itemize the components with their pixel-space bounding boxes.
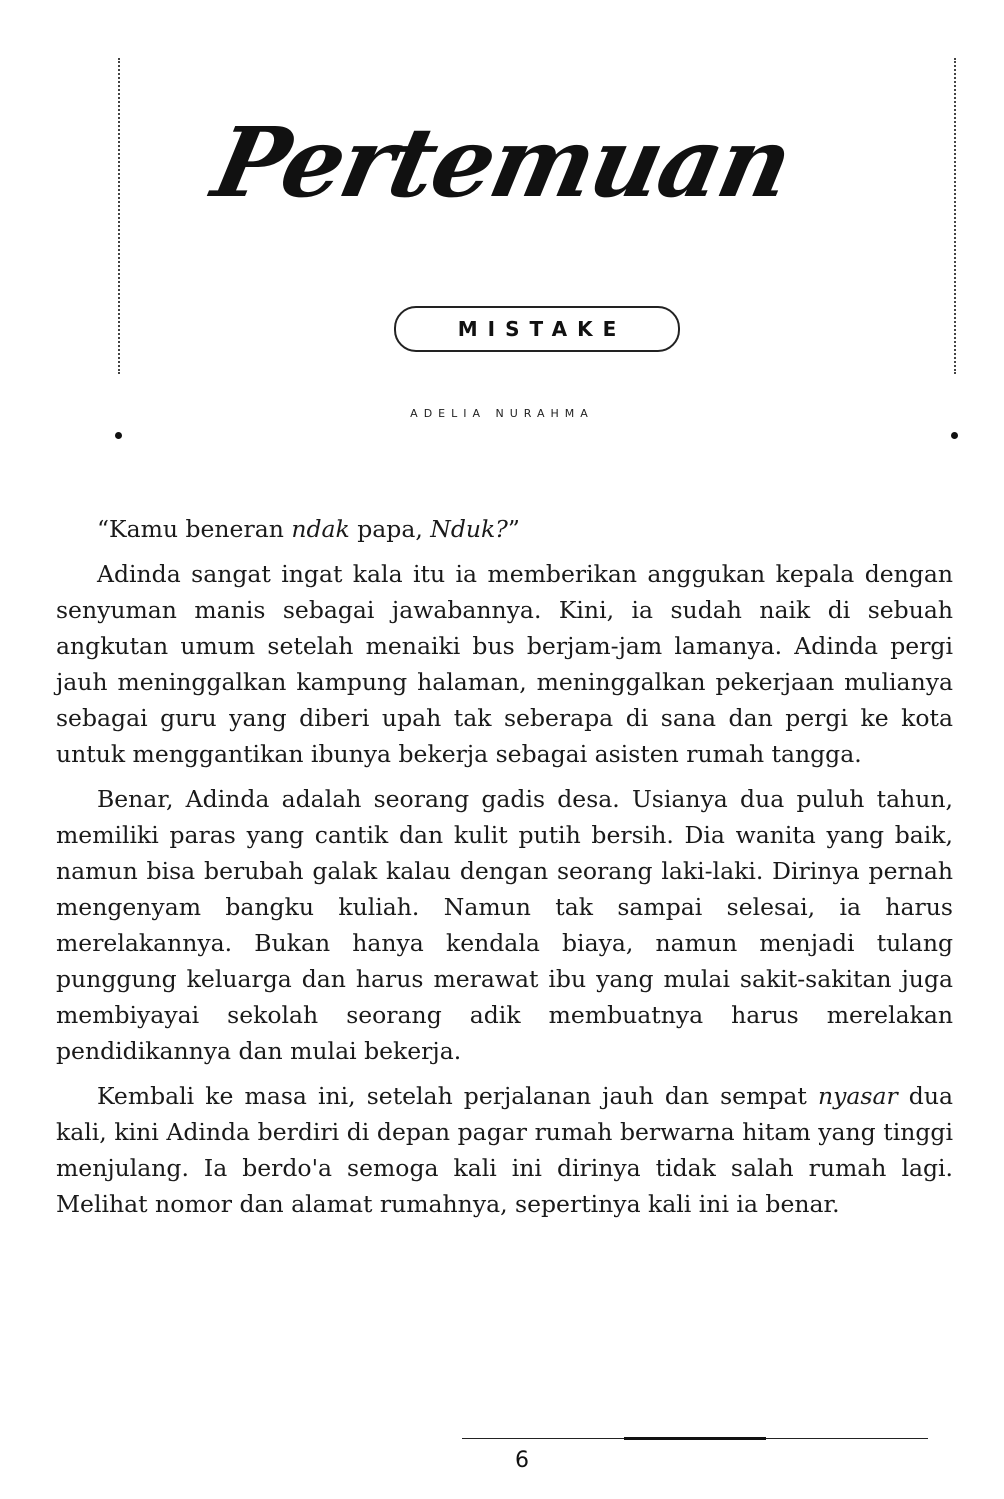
paragraph-4 [56,1078,953,1222]
chapter-title: Pertemuan [204,106,801,219]
page-number: 6 [515,1448,529,1473]
text-run: ” [507,515,520,543]
text-run: Kembali ke masa ini, setelah perjalanan jauh dan sempat [97,1082,818,1110]
chapter-body [56,511,953,1222]
paragraph-2: Adinda sangat ingat kala itu ia memberikan anggukan kepala dengan senyuman manis sebagai jawabannya. Kini, ia sudah naik di sebuah angkutan umum setelah menaiki bus berjam-jam lamanya. Adinda pergi jauh meninggalkan kampung halaman, meninggalkan pekerjaan mulianya sebagai guru yang diberi upah tak seberapa di sana dan pergi ke kota untuk menggantikan ibunya bekerja sebagai asisten rumah tangga. [56,560,953,768]
right-bullet-ornament [951,432,958,439]
book-title: MISTAKE [457,317,627,341]
book-title-badge [394,306,680,352]
text-run: papa, [349,515,431,543]
text-run: dua kali, kini Adinda berdiri di depan pagar rumah berwarna hitam yang tinggi menjulang. Ia berdo'a semoga kali ini dirinya tidak salah rumah lagi. Melihat nomor dan alamat rumahnya, sepertinya kali ini ia benar. [56,1082,953,1218]
paragraph-3: Benar, Adinda adalah seorang gadis desa. Usianya dua puluh tahun, memiliki paras yang cantik dan kulit putih bersih. Dia wanita yang baik, namun bisa berubah galak kalau dengan seorang laki-laki. Dirinya pernah mengenyam bangku kuliah. Namun tak sampai selesai, ia harus merelakannya. Bukan hanya kendala biaya, namun menjadi tulang punggung keluarga dan harus merawat ibu yang mulai sakit-sakitan juga membiyayai sekolah seorang adik membuatnya harus merelakan pendidikannya dan mulai bekerja. [56,785,953,1065]
italic-run: ndak [291,515,350,543]
italic-run: Nduk? [430,515,508,543]
author-name: ADELIA NURAHMA [410,407,594,420]
text-run: “Kamu beneran [97,515,292,543]
italic-run: nyasar [817,1082,898,1110]
paragraph-1 [56,511,953,547]
footer-rule-accent [624,1437,766,1440]
left-bullet-ornament [115,432,122,439]
